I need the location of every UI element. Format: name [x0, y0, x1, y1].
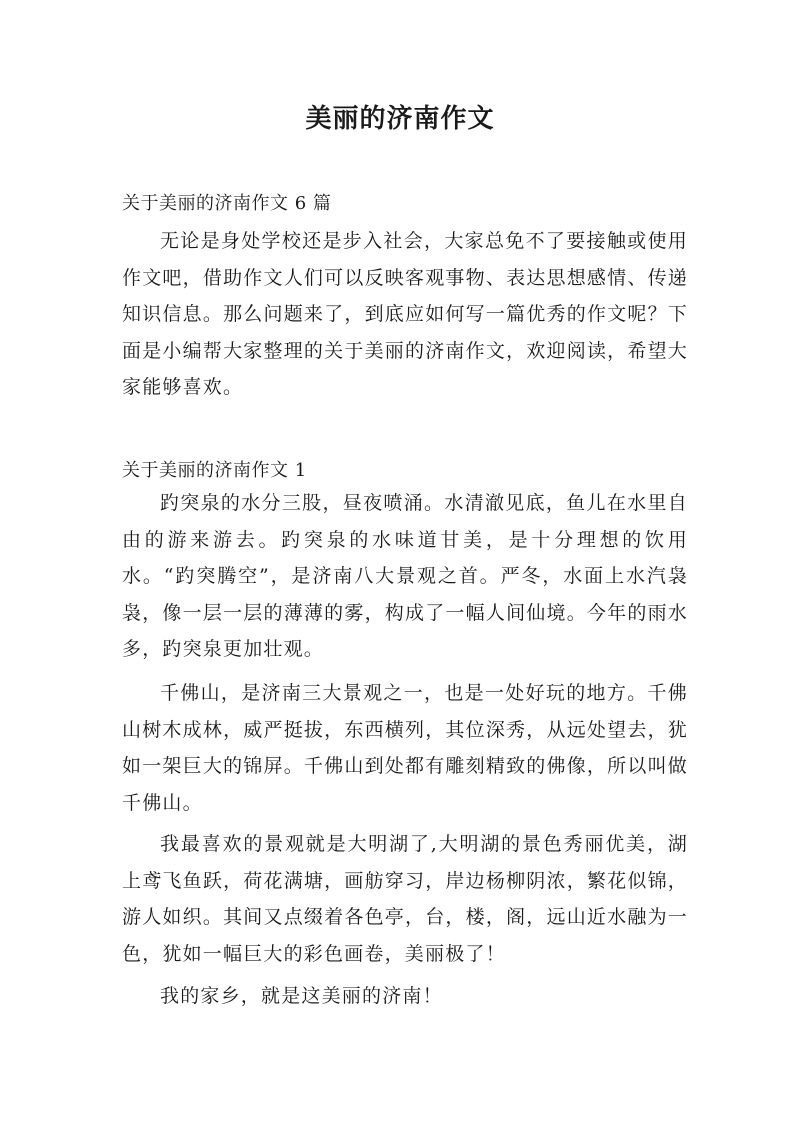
essay1-paragraph-3: 我最喜欢的景观就是大明湖了,大明湖的景色秀丽优美，湖上鸢飞鱼跃，荷花满塘，画舫穿习，岸边杨柳阴浓，繁花似锦，游人如织。其间又点缀着各色亭，台，楼，阁，远山近水融为一色，犹如一幅巨大的彩色画卷，美丽极了！: [122, 833, 688, 965]
essay1-paragraph-1: 趵突泉的水分三股，昼夜喷涌。水清澈见底，鱼儿在水里自由的游来游去。趵突泉的水味道甘美，是十分理想的饮用水。“趵突腾空”，是济南八大景观之首。严冬，水面上水汽袅袅，像一层一层的薄薄的雾，构成了一幅人间仙境。今年的雨水多，趵突泉更加壮观。: [122, 492, 688, 661]
essay1-paragraph-4: 我的家乡，就是这美丽的济南！: [160, 985, 443, 1007]
document-title: 美丽的济南作文: [305, 104, 495, 134]
essay1-heading: 关于美丽的济南作文 1: [122, 460, 307, 481]
intro-paragraph: 无论是身处学校还是步入社会，大家总免不了要接触或使用作文吧，借助作文人们可以反映客观事物、表达思想感情、传递知识信息。那么问题来了，到底应如何写一篇优秀的作文呢？下面是小编帮大家整理的关于美丽的济南作文，欢迎阅读，希望大家能够喜欢。: [122, 230, 688, 399]
intro-heading: 关于美丽的济南作文 6 篇: [122, 193, 332, 214]
essay1-paragraph-2: 千佛山，是济南三大景观之一，也是一处好玩的地方。千佛山树木成林，威严挺拔，东西横列，其位深秀，从远处望去，犹如一架巨大的锦屏。千佛山到处都有雕刻精致的佛像，所以叫做千佛山。: [122, 682, 688, 814]
